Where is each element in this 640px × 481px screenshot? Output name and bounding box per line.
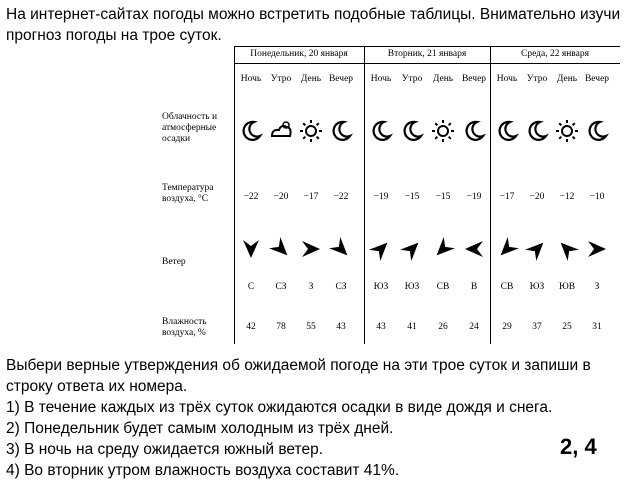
humidity-value: 25 xyxy=(562,322,572,332)
moon-snow-icon xyxy=(238,118,264,144)
humidity-value: 26 xyxy=(438,322,448,332)
day-header: Вторник, 21 января xyxy=(387,49,467,59)
period-label: День xyxy=(300,74,322,84)
temperature-value: −10 xyxy=(589,192,605,202)
wind-arrow-icon xyxy=(240,238,262,260)
temperature-value: −15 xyxy=(404,192,420,202)
period-label: Ночь xyxy=(496,74,518,84)
moon-snow-icon xyxy=(328,118,354,144)
wind-arrow-icon xyxy=(265,233,296,264)
moon-snow-icon xyxy=(461,118,487,144)
day-header: Понедельник, 20 января xyxy=(250,49,348,59)
day-header-line xyxy=(234,63,620,64)
moon-snow-icon xyxy=(494,118,520,144)
period-label: Вечер xyxy=(328,74,354,84)
intro-text: На интернет-сайтах погоды можно встретить подобные таблицы. Внимательно изучи прогноз погоды на трое суток. xyxy=(6,6,621,44)
wind-arrow-icon xyxy=(551,233,582,264)
wind-arrow-icon xyxy=(491,233,522,264)
wind-direction-value: ЮВ xyxy=(558,282,576,292)
temperature-value: −22 xyxy=(333,192,349,202)
cloud-sun-snow-icon xyxy=(268,118,294,144)
period-label: День xyxy=(556,74,578,84)
humidity-value: 43 xyxy=(376,322,386,332)
option-2: 2) Понедельник будет самым холодным из трёх дней. xyxy=(6,420,394,437)
temperature-value: −19 xyxy=(373,192,389,202)
moon-snow-icon xyxy=(399,118,425,144)
sun-snow-icon xyxy=(554,118,580,144)
humidity-value: 31 xyxy=(592,322,602,332)
wind-arrow-icon xyxy=(365,233,396,264)
row-label-wind: Ветер xyxy=(162,257,186,267)
period-label: Вечер xyxy=(584,74,610,84)
wind-direction-value: С xyxy=(247,282,255,292)
weather-table xyxy=(162,46,620,344)
row-label-clouds: Облачность и атмосферные осадки xyxy=(162,112,218,144)
wind-arrow-icon xyxy=(325,233,356,264)
wind-arrow-icon xyxy=(463,238,485,260)
wind-direction-value: ЮЗ xyxy=(404,282,420,292)
period-label: Ночь xyxy=(240,74,262,84)
wind-arrow-icon xyxy=(396,233,427,264)
table-top-line xyxy=(234,46,620,47)
day-separator xyxy=(364,46,365,344)
question-block xyxy=(6,355,636,481)
temperature-value: −17 xyxy=(303,192,319,202)
sun-snow-icon xyxy=(430,118,456,144)
option-3: 3) В ночь на среду ожидается южный ветер. xyxy=(6,441,324,458)
wind-direction-value: СЗ xyxy=(335,282,347,292)
option-4: 4) Во вторник утром влажность воздуха составит 41%. xyxy=(6,462,400,479)
period-label: Утро xyxy=(526,74,548,84)
humidity-value: 43 xyxy=(336,322,346,332)
answer-text: 2, 4 xyxy=(560,434,597,459)
humidity-value: 24 xyxy=(469,322,479,332)
humidity-value: 42 xyxy=(246,322,256,332)
day-header: Среда, 22 января xyxy=(520,49,589,59)
wind-direction-value: З xyxy=(308,282,314,292)
question-prompt: Выбери верные утверждения об ожидаемой погоде на эти трое суток и запиши в строку ответа их номера. xyxy=(6,357,591,395)
temperature-value: −12 xyxy=(559,192,575,202)
temperature-value: −17 xyxy=(499,192,515,202)
wind-direction-value: СЗ xyxy=(275,282,287,292)
temperature-value: −19 xyxy=(466,192,482,202)
day-separator xyxy=(234,46,235,344)
row-label-humidity: Влажность воздуха, % xyxy=(162,317,207,338)
wind-arrow-icon xyxy=(427,233,458,264)
temperature-value: −22 xyxy=(243,192,259,202)
wind-arrow-icon xyxy=(300,238,322,260)
humidity-value: 55 xyxy=(306,322,316,332)
day-separator xyxy=(490,46,491,344)
wind-direction-value: СВ xyxy=(500,282,514,292)
wind-direction-value: ЮЗ xyxy=(373,282,389,292)
humidity-value: 78 xyxy=(276,322,286,332)
wind-direction-value: В xyxy=(470,282,478,292)
wind-direction-value: ЮЗ xyxy=(529,282,545,292)
moon-snow-icon xyxy=(584,118,610,144)
temperature-value: −15 xyxy=(435,192,451,202)
humidity-value: 29 xyxy=(502,322,512,332)
wind-direction-value: З xyxy=(594,282,600,292)
temperature-value: −20 xyxy=(529,192,545,202)
period-label: Утро xyxy=(270,74,292,84)
period-label: Вечер xyxy=(461,74,487,84)
sun-snow-icon xyxy=(298,118,324,144)
period-label: Ночь xyxy=(370,74,392,84)
humidity-value: 37 xyxy=(532,322,542,332)
moon-snow-icon xyxy=(524,118,550,144)
wind-arrow-icon xyxy=(586,238,608,260)
wind-direction-value: СВ xyxy=(436,282,450,292)
row-label-temperature: Температура воздуха, °С xyxy=(162,183,214,204)
temperature-value: −20 xyxy=(273,192,289,202)
option-1: 1) В течение каждых из трёх суток ожидаются осадки в виде дождя и снега. xyxy=(6,399,553,416)
period-label: День xyxy=(432,74,454,84)
wind-arrow-icon xyxy=(521,233,552,264)
moon-snow-icon xyxy=(368,118,394,144)
humidity-value: 41 xyxy=(407,322,417,332)
period-label: Утро xyxy=(401,74,423,84)
